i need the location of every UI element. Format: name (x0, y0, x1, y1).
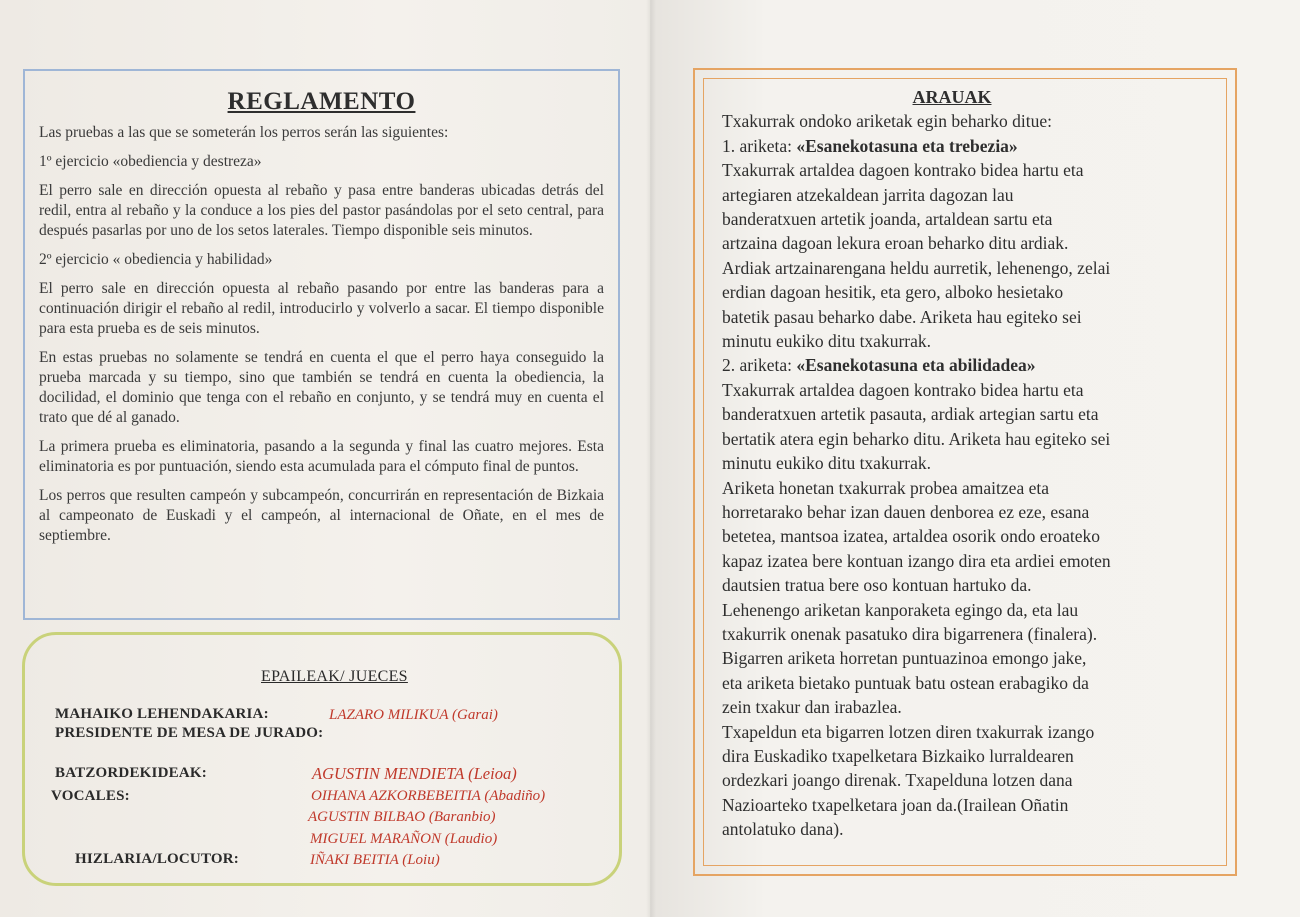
jueces-box (22, 632, 622, 886)
arauak-line: betetea, mantsoa izatea, artaldea osorik ondo eroateko (722, 526, 1101, 547)
arauak-line: banderatxuen artetik pasauta, ardiak artegian sartu eta (722, 404, 1099, 425)
reglamento-paragraph: Los perros que resulten campeón y subcampeón, concurrirán en representación de Bizkaia al campeonato de Euskadi y el campeón, al internacional de Oñate, en el mes de septiembre. (39, 487, 604, 544)
reglamento-paragraph: La primera prueba es eliminatoria, pasando a la segunda y final las cuatro mejores. Esta eliminatoria es por puntuación, siendo esta acumulada para el cómputo final de puntos. (39, 438, 604, 475)
arauak-line: banderatxuen artetik joanda, artaldean sartu eta (722, 209, 1053, 230)
page-fold (646, 0, 656, 917)
locutor-label: HIZLARIA/LOCUTOR: (75, 851, 239, 867)
arauak-exercise-1-heading (722, 134, 1212, 158)
arauak-title: ARAUAK (912, 87, 992, 107)
arauak-exercise-1-prefix: 1. ariketa: (722, 135, 797, 156)
arauak-exercise-2-prefix: 2. ariketa: (722, 355, 797, 376)
arauak-exercise-1-name: «Esanekotasuna eta trebezia» (796, 135, 1018, 156)
arauak-line: horretarako behar izan dauen denborea ez eze, esana (722, 501, 1090, 522)
arauak-line: zein txakur dan irabazlea. (722, 697, 902, 718)
arauak-line: batetik pasau beharko dabe. Ariketa hau egiteko sei (722, 306, 1082, 327)
arauak-line: artzaina dagoan lekura eroan beharko ditu ardiak. (722, 233, 1069, 254)
jueces-title: EPAILEAK/ JUECES (261, 668, 408, 685)
arauak-line: txakurrik onenak pasatuko dira bigarrenera (finalera). (722, 623, 1098, 644)
arauak-line: minutu eukiko ditu txakurrak. (722, 453, 931, 474)
arauak-line: Nazioarteko txapelketara joan da.(Irailean Oñatin (722, 794, 1069, 815)
vocales-label-es: VOCALES: (51, 788, 130, 804)
presidente-label-eu: MAHAIKO LEHENDAKARIA: (55, 706, 269, 722)
presidente-label-es: PRESIDENTE DE MESA DE JURADO: (55, 725, 324, 741)
arauak-content (722, 85, 1212, 842)
vocal-name: AGUSTIN BILBAO (Baranbio) (308, 809, 496, 825)
arauak-line: Txapeldun eta bigarren lotzen diren txakurrak izango (722, 721, 1095, 742)
reglamento-title: REGLAMENTO (227, 88, 416, 115)
arauak-line: Ariketa honetan txakurrak probea amaitzea eta (722, 477, 1049, 498)
arauak-line: erdian dagoan hesitik, eta gero, alboko hesietako (722, 282, 1064, 303)
reglamento-paragraph: 1º ejercicio «obediencia y destreza» (39, 153, 262, 170)
arauak-line: Lehenengo ariketan kanporaketa egingo da, eta lau (722, 599, 1079, 620)
reglamento-paragraph: Las pruebas a las que se someterán los perros serán las siguientes: (39, 124, 449, 141)
arauak-line: Txakurrak artaldea dagoen kontrako bidea hartu eta (722, 160, 1084, 181)
vocal-name: MIGUEL MARAÑON (Laudio) (310, 831, 498, 847)
arauak-line: dautsien tratua bere oso kontuan hartuko da. (722, 575, 1032, 596)
reglamento-paragraph: 2º ejercicio « obediencia y habilidad» (39, 251, 273, 268)
reglamento-paragraph: El perro sale en dirección opuesta al rebaño y pasa entre banderas ubicadas detrás del redil, entra al rebaño y la conduce a los pies del pastor pasándolas por el seto central, para después pasarlas por uno de los setos laterales. Tiempo disponible seis minutos. (39, 182, 604, 239)
arauak-line: eta ariketa bietako puntuak batu ostean erabagiko da (722, 672, 1089, 693)
arauak-line: artegiaren atzekaldean jarrita dagozan lau (722, 184, 1014, 205)
arauak-exercise-2-heading (722, 353, 1212, 377)
arauak-line: Txakurrak artaldea dagoen kontrako bidea hartu eta (722, 379, 1084, 400)
arauak-line: bertatik atera egin beharko ditu. Ariketa hau egiteko sei (722, 428, 1111, 449)
arauak-line: dira Euskadiko txapelketara Bizkaiko lurraldearen (722, 745, 1074, 766)
reglamento-paragraph: En estas pruebas no solamente se tendrá en cuenta el que el perro haya conseguido la prueba marcada y su tiempo, sino que también se tendrá en cuenta la obediencia, la docilidad, el dominio que tenga con el rebaño en conjunto, y se tendrá muy en cuenta el trato que dé al ganado. (39, 349, 604, 426)
arauak-line: minutu eukiko ditu txakurrak. (722, 331, 931, 352)
presidente-name: LAZARO MILIKUA (Garai) (329, 707, 498, 723)
arauak-line: Bigarren ariketa horretan puntuazinoa emongo jake, (722, 648, 1087, 669)
arauak-line: antolatuko dana). (722, 819, 844, 840)
arauak-line: Ardiak artzainarengana heldu aurretik, lehenengo, zelai (722, 257, 1111, 278)
reglamento-box (23, 69, 620, 620)
locutor-name: IÑAKI BEITIA (Loiu) (310, 852, 440, 868)
arauak-intro: Txakurrak ondoko ariketak egin beharko ditue: (722, 111, 1052, 132)
vocales-label-eu: BATZORDEKIDEAK: (55, 765, 207, 781)
arauak-line: ordezkari joango direnak. Txapelduna lotzen dana (722, 770, 1073, 791)
vocal-name: AGUSTIN MENDIETA (Leioa) (312, 764, 517, 783)
vocal-name: OIHANA AZKORBEBEITIA (Abadiño) (311, 788, 546, 804)
arauak-line: kapaz izatea bere kontuan izango dira eta ardiei emoten (722, 550, 1111, 571)
reglamento-paragraph: El perro sale en dirección opuesta al rebaño pasando por entre las banderas para a continuación dirigir el rebaño al redil, introducirlo y volverlo a sacar. El tiempo disponible para esta prueba es de seis minutos. (39, 280, 604, 337)
arauak-exercise-2-name: «Esanekotasuna eta abilidadea» (796, 355, 1036, 376)
